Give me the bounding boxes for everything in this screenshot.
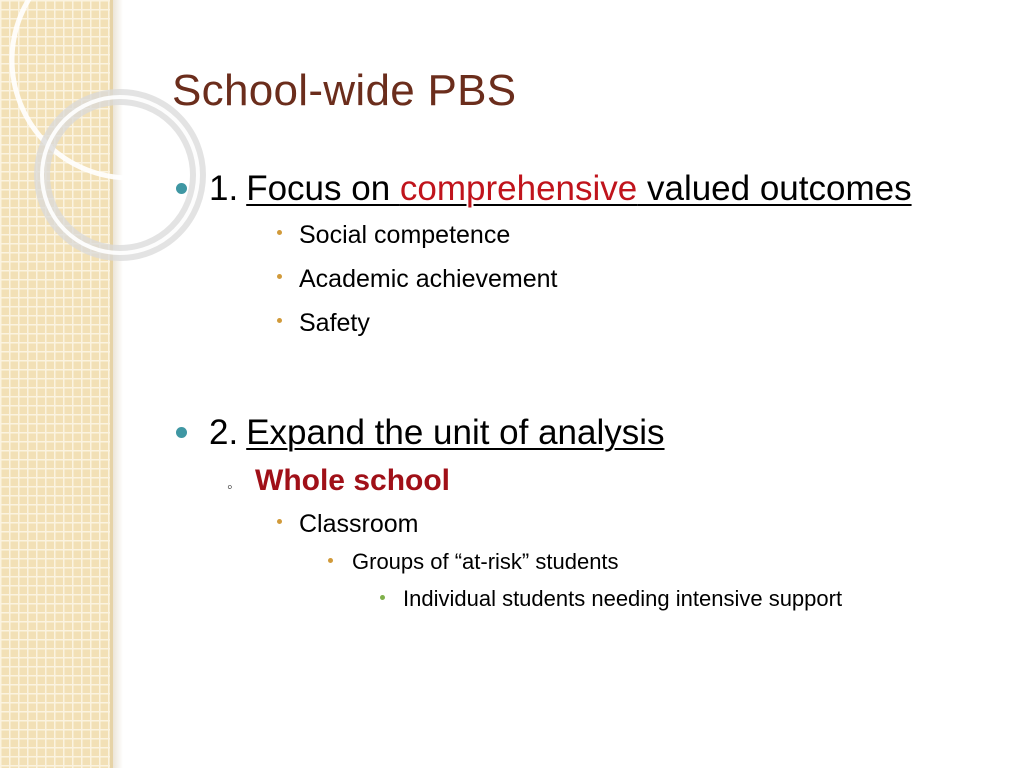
- point-1-text-b: valued outcomes: [637, 169, 912, 208]
- point-2-number: 2.: [209, 413, 239, 452]
- small-dot-icon: [380, 595, 385, 600]
- level5-label: Individual students needing intensive support: [403, 586, 843, 611]
- ring-bullet-icon: ◦: [227, 479, 233, 496]
- level2-label: Whole school: [255, 464, 450, 497]
- point-2-heading: Expand the unit of analysis: [246, 413, 665, 452]
- teal-dot-icon: [176, 183, 187, 194]
- sub-bullet-safety: [172, 308, 992, 338]
- sub-bullet-label: Safety: [299, 309, 370, 337]
- point-1-number: 1.: [209, 169, 239, 208]
- small-dot-icon: [328, 558, 333, 563]
- level2-whole-school: [172, 463, 992, 499]
- sub-bullet-label: Social competence: [299, 221, 511, 249]
- slide-body: [172, 168, 992, 612]
- small-dot-icon: [277, 519, 282, 524]
- point-1-accent-word: comprehensive: [399, 169, 638, 208]
- level4-label: Groups of “at-risk” students: [352, 549, 619, 574]
- small-dot-icon: [277, 318, 282, 323]
- level3-label: Classroom: [299, 510, 419, 538]
- teal-dot-icon: [176, 427, 187, 438]
- bullet-point-1: [172, 168, 992, 210]
- sub-bullet-label: Academic achievement: [299, 265, 558, 293]
- bullet-point-2: [172, 412, 992, 454]
- level4-groups: [172, 549, 992, 575]
- small-dot-icon: [277, 274, 282, 279]
- point-1-heading: [246, 169, 911, 208]
- level5-individual: [172, 586, 992, 612]
- level3-classroom: [172, 509, 992, 539]
- small-dot-icon: [277, 230, 282, 235]
- sub-bullet-social: [172, 220, 992, 250]
- point-1-text-a: Focus on: [246, 169, 400, 208]
- slide-title: School-wide PBS: [172, 66, 517, 115]
- sub-bullet-academic: [172, 264, 992, 294]
